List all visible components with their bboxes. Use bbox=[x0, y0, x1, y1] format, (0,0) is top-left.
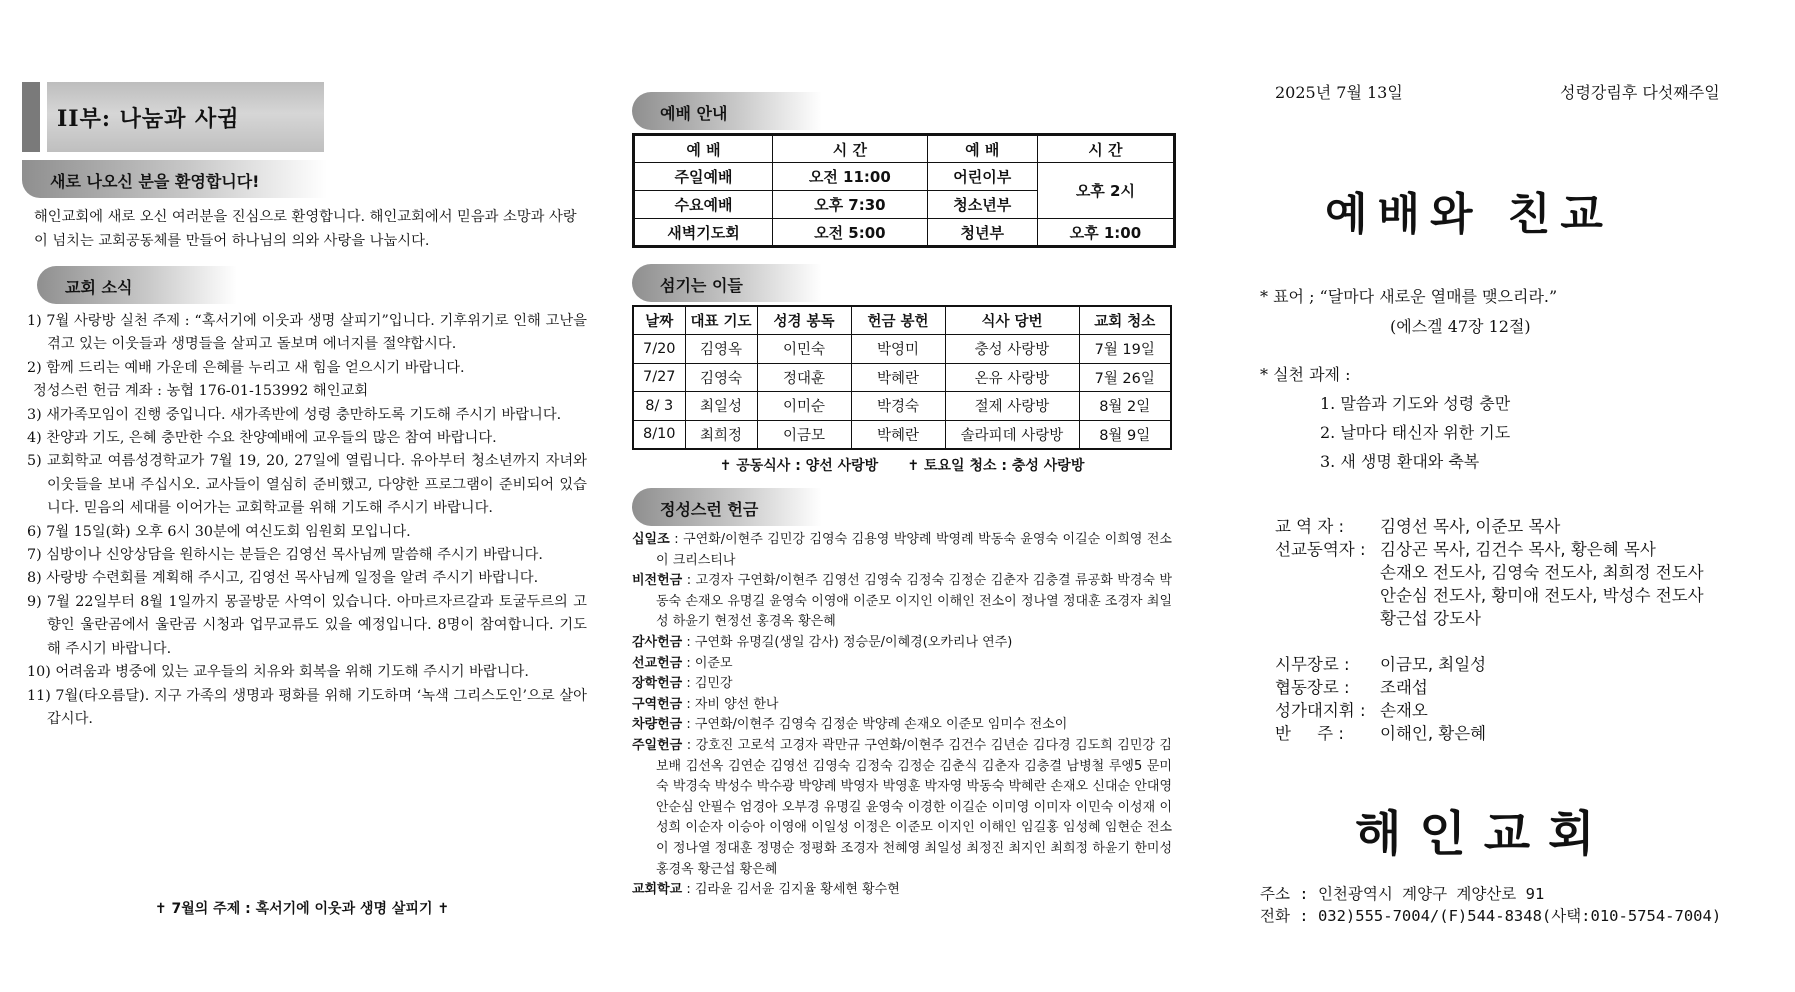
practice-item: 3. 새 생명 환대와 축복 bbox=[1320, 452, 1480, 471]
offering-label: 선교헌금 bbox=[632, 655, 683, 671]
service-time: 오전 11:00 bbox=[772, 163, 927, 191]
practice-item: 2. 날마다 태신자 위한 기도 bbox=[1320, 423, 1511, 442]
banner-bar bbox=[22, 82, 40, 152]
news-item: 11) 7월(타오름달). 지구 가족의 생명과 평화를 위해 기도하며 ‘녹색 그리스도인’으로 살아갑시다. bbox=[27, 687, 587, 727]
news-heading: 교회 소식 bbox=[37, 266, 237, 304]
news-item: 10) 어려움과 병중에 있는 교우들의 치유와 회복을 위해 기도해 주시기 바랍니다. bbox=[27, 664, 529, 681]
service-col-header: 시 간 bbox=[772, 135, 927, 163]
motto-line: * 표어 ; “달마다 새로운 열매를 맺으리라.” bbox=[1260, 287, 1558, 306]
duty-date: 7/27 bbox=[633, 363, 685, 392]
offering-names: : 자비 양선 한나 bbox=[682, 696, 779, 712]
staff-row bbox=[1275, 538, 1656, 561]
motto-reference: (에스겔 47장 12절) bbox=[1390, 317, 1531, 336]
duty-col-header: 교회 청소 bbox=[1079, 306, 1171, 335]
staff-row bbox=[1275, 676, 1428, 699]
duty-meal: 온유 사랑방 bbox=[945, 363, 1079, 392]
duty-col-header: 식사 당번 bbox=[945, 306, 1079, 335]
staff-value: 이금모, 최일성 bbox=[1380, 655, 1487, 674]
staff-row bbox=[1275, 561, 1704, 584]
service-name: 새벽기도회 bbox=[634, 219, 773, 247]
offering-names: : 김라윤 김서윤 김지율 황세현 황수현 bbox=[682, 882, 900, 898]
duty-offering: 박혜란 bbox=[851, 420, 945, 449]
practice-item: 1. 말씀과 기도와 성령 충만 bbox=[1320, 394, 1511, 413]
duty-reading: 이금모 bbox=[757, 420, 851, 449]
offering-row bbox=[632, 674, 1172, 695]
offering-list bbox=[632, 530, 1172, 901]
staff-value: 조래섭 bbox=[1380, 678, 1428, 697]
duty-reading: 정대훈 bbox=[757, 363, 851, 392]
duty-date: 8/10 bbox=[633, 420, 685, 449]
duty-date: 7/20 bbox=[633, 335, 685, 364]
monthly-theme: ✝ 7월의 주제 : 혹서기에 이웃과 생명 살피기 ✝ bbox=[154, 901, 450, 917]
service-time: 오후 7:30 bbox=[772, 191, 927, 219]
offering-names: : 김민강 bbox=[682, 676, 733, 692]
offering-row bbox=[632, 736, 1172, 880]
offering-names: : 이준모 bbox=[682, 655, 733, 671]
service-name: 청년부 bbox=[927, 219, 1037, 247]
staff-value: 황근섭 강도사 bbox=[1380, 609, 1481, 628]
news-item: 4) 찬양과 기도, 은혜 충만한 수요 찬양예배에 교우들의 많은 참여 바랍니다. bbox=[27, 430, 497, 447]
duty-offering: 박혜란 bbox=[851, 363, 945, 392]
duty-row bbox=[633, 363, 1171, 392]
news-item: 2) 함께 드리는 예배 가운데 은혜를 누리고 새 힘을 얻으시기 바랍니다. bbox=[27, 359, 465, 376]
service-col-header: 시 간 bbox=[1037, 135, 1174, 163]
offering-names: : 고경자 구연화/이현주 김영선 김영숙 김정숙 김정순 김춘자 김충결 류공화 박경숙 박동숙 손재오 유명길 윤영숙 이영애 이준모 이지인 이해인 전소이 정나열 정대훈 조경자 최일성 하윤기 현정선 홍경옥 황은혜 bbox=[656, 573, 1172, 630]
offering-label: 주일헌금 bbox=[632, 737, 683, 753]
staff-label: 시무장로 : bbox=[1275, 655, 1350, 674]
news-item: 3) 새가족모임이 진행 중입니다. 새가족반에 성령 충만하도록 기도해 주시기 바랍니다. bbox=[27, 406, 562, 423]
service-col-header: 예 배 bbox=[927, 135, 1037, 163]
news-item: 7) 심방이나 신앙상담을 원하시는 분들은 김영선 목사님께 말씀해 주시기 바랍니다. bbox=[27, 547, 543, 564]
staff-label: 성가대지휘 : bbox=[1275, 701, 1366, 720]
duty-table bbox=[632, 305, 1172, 450]
service-name: 수요예배 bbox=[634, 191, 773, 219]
offering-names: : 구연화 유명길(생일 감사) 정승문/이혜경(오카리나 연주) bbox=[682, 634, 1013, 650]
staff-value: 손재오 전도사, 김영숙 전도사, 최희정 전도사 bbox=[1380, 563, 1704, 582]
staff-row bbox=[1275, 515, 1560, 538]
duty-col-header: 날짜 bbox=[633, 306, 685, 335]
offering-label: 십일조 bbox=[632, 532, 670, 547]
staff-row bbox=[1275, 722, 1486, 745]
offering-row bbox=[632, 715, 1172, 736]
practice-heading: * 실천 과제 : bbox=[1260, 365, 1351, 384]
offering-row bbox=[632, 654, 1172, 675]
service-heading: 예배 안내 bbox=[632, 92, 822, 130]
duty-reading: 이미순 bbox=[757, 392, 851, 421]
news-item: 1) 7월 사랑방 실천 주제 : “혹서기에 이웃과 생명 살피기”입니다. 기후위기로 인해 고난을 겪고 있는 이웃들과 생명들을 살피고 돌보며 에너지를 절약합시다. bbox=[27, 313, 587, 353]
duty-cleaning: 7월 26일 bbox=[1079, 363, 1171, 392]
service-time: 오전 5:00 bbox=[772, 219, 927, 247]
church-address: 주소 : 인천광역시 계양구 계양산로 91 bbox=[1260, 885, 1545, 903]
offering-row bbox=[632, 695, 1172, 716]
service-time: 오후 2시 bbox=[1037, 163, 1174, 219]
staff-row bbox=[1275, 607, 1481, 630]
duty-note: ✝ 공동식사 : 양선 사랑방 ✝ 토요일 청소 : 충성 사랑방 bbox=[719, 458, 1085, 474]
duty-prayer: 김영숙 bbox=[685, 363, 757, 392]
staff-row bbox=[1275, 699, 1428, 722]
staff-value: 김영선 목사, 이준모 목사 bbox=[1380, 517, 1561, 536]
offering-row bbox=[632, 571, 1172, 633]
part-title: II부: 나눔과 사귐 bbox=[57, 106, 240, 132]
duty-col-header: 대표 기도 bbox=[685, 306, 757, 335]
staff-row bbox=[1275, 653, 1486, 676]
duty-offering: 박영미 bbox=[851, 335, 945, 364]
liturgical-week: 성령강림후 다섯째주일 bbox=[1560, 83, 1720, 102]
duty-row bbox=[633, 335, 1171, 364]
offering-label: 교회학교 bbox=[632, 882, 683, 898]
duty-meal: 충성 사랑방 bbox=[945, 335, 1079, 364]
staff-label: 선교동역자 : bbox=[1275, 540, 1366, 559]
duty-offering: 박경숙 bbox=[851, 392, 945, 421]
duty-row bbox=[633, 392, 1171, 421]
service-name: 어린이부 bbox=[927, 163, 1037, 191]
service-name: 청소년부 bbox=[927, 191, 1037, 219]
duty-date: 8/ 3 bbox=[633, 392, 685, 421]
staff-value: 김상곤 목사, 김건수 목사, 황은혜 목사 bbox=[1380, 540, 1656, 559]
part-banner bbox=[22, 82, 324, 152]
offering-row bbox=[632, 633, 1172, 654]
duty-meal: 절제 사랑방 bbox=[945, 392, 1079, 421]
staff-label: 반 주 : bbox=[1275, 724, 1344, 743]
duty-cleaning: 8월 2일 bbox=[1079, 392, 1171, 421]
service-time: 오후 1:00 bbox=[1037, 219, 1174, 247]
duty-cleaning: 8월 9일 bbox=[1079, 420, 1171, 449]
news-item: 정성스런 헌금 계좌 : 농협 176-01-153992 해인교회 bbox=[33, 383, 369, 400]
news-list bbox=[27, 310, 587, 731]
service-col-header: 예 배 bbox=[634, 135, 773, 163]
news-item: 9) 7월 22일부터 8월 1일까지 몽골방문 사역이 있습니다. 아마르자르갈과 토굴두르의 고향인 울란곰에서 울란곰 시청과 업무교류도 있을 예정입니다. 8명이 참여합니다. 기도해 주시기 바랍니다. bbox=[27, 593, 587, 657]
offering-heading: 정성스런 헌금 bbox=[632, 488, 822, 526]
church-name: 해인교회 bbox=[1355, 806, 1613, 862]
welcome-heading: 새로 나오신 분을 환영합니다! bbox=[22, 160, 327, 198]
news-item: 8) 사랑방 수련회를 계획해 주시고, 김영선 목사님께 일정을 알려 주시기 바랍니다. bbox=[27, 570, 539, 587]
offering-label: 장학헌금 bbox=[632, 676, 683, 692]
bulletin-title: 예배와 친교 bbox=[1325, 189, 1613, 240]
church-phone: 전화 : 032)555-7004/(F)544-8348(사택:010-5754-7004) bbox=[1260, 907, 1722, 925]
offering-label: 감사헌금 bbox=[632, 634, 683, 650]
duty-cleaning: 7월 19일 bbox=[1079, 335, 1171, 364]
news-item: 6) 7월 15일(화) 오후 6시 30분에 여신도회 임원회 모입니다. bbox=[27, 523, 411, 540]
offering-label: 구역헌금 bbox=[632, 696, 683, 712]
duty-col-header: 헌금 봉헌 bbox=[851, 306, 945, 335]
offering-row bbox=[632, 880, 1172, 901]
offering-names: : 강호진 고로석 고경자 곽만규 구연화/이현주 김건수 김년순 김다경 김도희 김민강 김보배 김선옥 김연순 김영선 김영숙 김정숙 김정순 김춘식 김춘자 김충결 남병철 루엥5 문미숙 박경숙 박성수 박수광 박양례 박영자 박영훈 박자영 박동숙 박혜란 손재오 신대순 안대영 안순심 안필수 엄경아 오부경 유명길 윤영숙 이경한 이길순 이미영 이미자 이민숙 이성재 이성희 이순자 이승아 이영애 이일성 이정은 이준모 이지인 이해인 임길홍 임성혜 임현순 전소이 정나열 정대훈 정명순 정평화 조경자 천혜영 최일성 최정진 최지인 최희정 하윤기 한미성 홍경옥 황근섭 황은혜 bbox=[656, 737, 1172, 877]
bulletin-date: 2025년 7월 13일 bbox=[1275, 83, 1403, 102]
staff-value: 안순심 전도사, 황미애 전도사, 박성수 전도사 bbox=[1380, 586, 1704, 605]
service-table bbox=[632, 133, 1176, 248]
welcome-text: 해인교회에 새로 오신 여러분을 진심으로 환영합니다. 해인교회에서 믿음과 소망과 사랑이 넘치는 교회공동체를 만들어 하나님의 의와 사랑을 나눕시다. bbox=[34, 209, 577, 249]
offering-label: 차량헌금 bbox=[632, 717, 683, 733]
duty-prayer: 최일성 bbox=[685, 392, 757, 421]
staff-row bbox=[1275, 584, 1704, 607]
duty-meal: 솔라피데 사랑방 bbox=[945, 420, 1079, 449]
offering-row bbox=[632, 530, 1172, 571]
staff-value: 손재오 bbox=[1380, 701, 1428, 720]
staff-label: 협동장로 : bbox=[1275, 678, 1350, 697]
staff-value: 이해인, 황은혜 bbox=[1380, 724, 1487, 743]
duty-col-header: 성경 봉독 bbox=[757, 306, 851, 335]
offering-names: : 구연화/이현주 김영숙 김정순 박양례 손재오 이준모 임미수 전소이 bbox=[682, 717, 1068, 733]
duty-prayer: 김영옥 bbox=[685, 335, 757, 364]
duty-prayer: 최희정 bbox=[685, 420, 757, 449]
offering-label: 비전헌금 bbox=[632, 573, 683, 589]
duty-row bbox=[633, 420, 1171, 449]
duty-reading: 이민숙 bbox=[757, 335, 851, 364]
offering-names: : 구연화/이현주 김민강 김영숙 김용영 박양례 박영례 박동숙 윤영숙 이길순 이희영 전소이 크리스티나 bbox=[656, 532, 1172, 568]
staff-label: 교 역 자 : bbox=[1275, 517, 1345, 536]
news-item: 5) 교회학교 여름성경학교가 7월 19, 20, 27일에 열립니다. 유아부터 청소년까지 자녀와 이웃들을 보내 주십시오. 교사들이 열심히 준비했고, 다양한 프로그램이 준비되어 있습니다. 믿음의 세대를 이어가는 교회학교를 위해 기도해 주시기 바랍니다. bbox=[27, 453, 587, 517]
service-name: 주일예배 bbox=[634, 163, 773, 191]
duty-heading: 섬기는 이들 bbox=[632, 264, 822, 302]
